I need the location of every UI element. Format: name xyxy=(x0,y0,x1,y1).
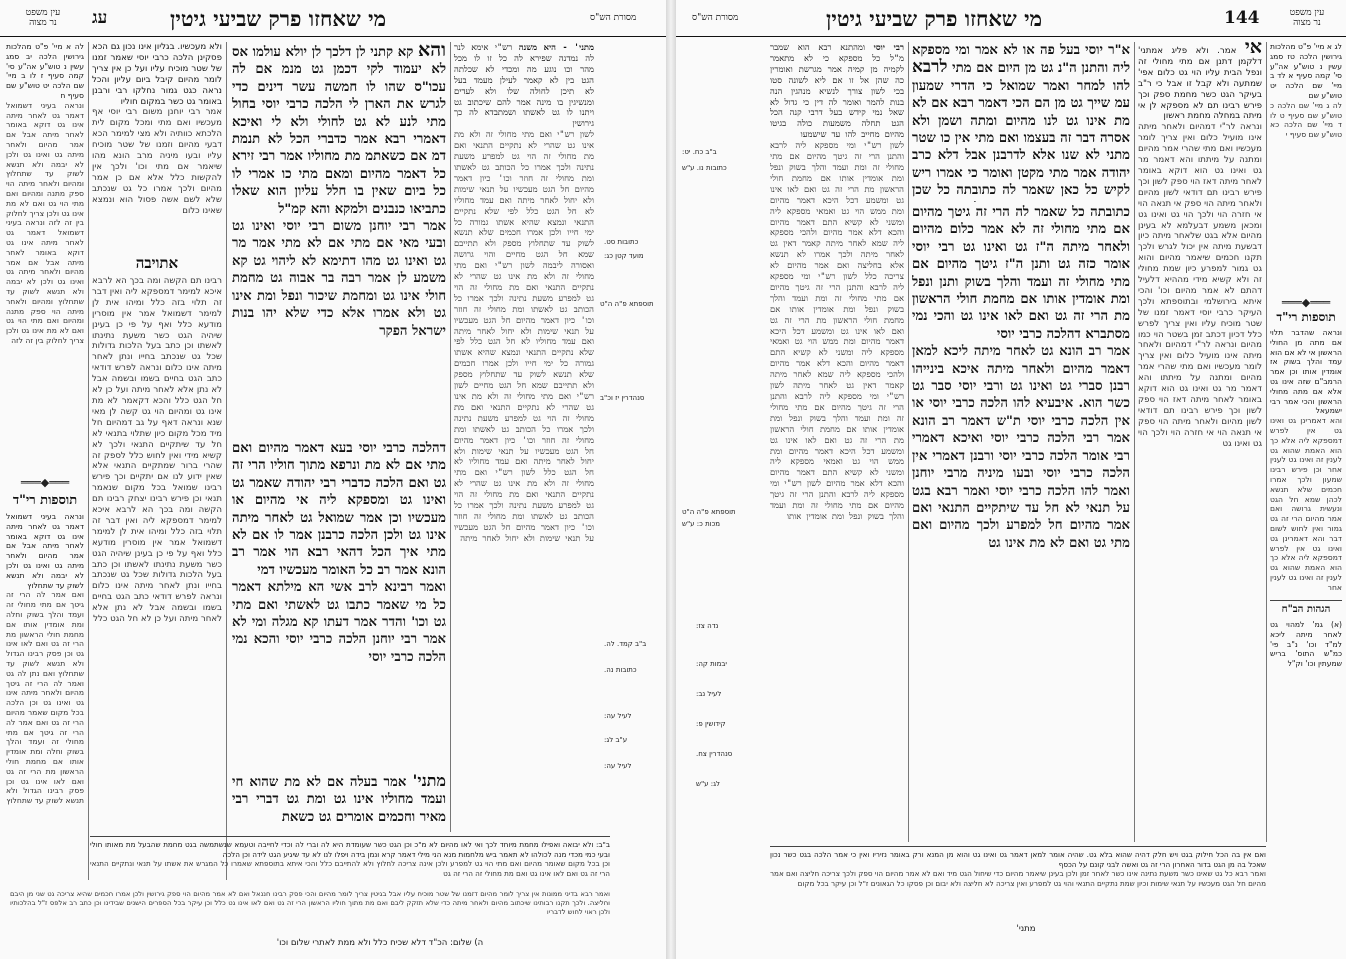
footer-commentary xyxy=(90,840,610,888)
tosafot-text: ולא מעכשיו. בגליון אינו נכון גם הכא פסקינן הלכה כרבי יוסי שאמר זמנו של שטר מוכיח עליו ועל כן אין צריך לומר מהיום קיבל ביום עליון והכל נראה כגט גמור נחלקו רבי ורבנן באומר גט כשר במקום חוליו xyxy=(92,42,222,107)
tosafot-filler: רבינו תם הקשה ומה בכך הא לרבא איכא למימר דמספקא ליה ואין דבר זה תלוי בזה כלל ומיהו אית לן למימר דשמואל אמר אין מוסרין מודעא כלל ואף על פי כן בעינן שיהיה הגט כשר משעת נתינתו לאשתו וכן כתב בעל הלכות גדולות שכל גט שנכתב בחייו ונתן לאחר מיתה אינו כלום ונראה לפרש דודאי כתב הגט בחיים בשמו ובשמה אבל לא נתן אלא לאחר מיתה ועל כן לא חל הגט כלל והכא דקאמר לא מת אינו גט ומהיום הוי גט קשה לן מאי שנא ונראה דאף על גב דמהיום חל מיד מכל מקום כיון שתלוי בתנאי לא חל עד שיתקיים התנאי ולכך לא קשיא מידי ואין לחוש כלל לספק זה שהרי ברור שמתקיים התנאי אלא שאין ידוע לנו אם יתקיים וכך פירש רבינו שמואל בכל מקום שנאמר תנאי וכן פירש רבינו יצחק רבינו תם הקשה ומה בכך הא לרבא איכא למימר דמספקא ליה ואין דבר זה תלוי בזה כלל ומיהו אית לן למימר דשמואל אמר אין מוסרין מודעא כלל ואף על פי כן בעינן שיהיה הגט כשר משעת נתינתו לאשתו וכן כתב בעל הלכות גדולות שכל גט שנכתב בחייו ונתן לאחר מיתה אינו כלום ונראה לפרש דודאי כתב הגט בחיים בשמו ובשמה אבל לא נתן אלא לאחר מיתה ועל כן לא חל הגט כלל xyxy=(92,276,222,625)
rashi-text: רש"י אימא לנר לה נמדנה שפירא לה כל זו לו מכל מהר וכו נוגע מה ומכדי לא שכלתה הגט בין לא קאמר לעילן מעמד בעל לא תיכן לחולה שלו ולא לעדים ומנשיגין בו מינה אמר להם שיכתוב גט ויתנו לו גט לאשתו ושמתבדא לה כך גירושין xyxy=(454,42,594,129)
bottom-note: ה) שלום: הכ"ד דלא שכיח כלל ולא ממת לאתרי שלום וכו' xyxy=(276,938,484,948)
column-divider xyxy=(1134,42,1135,842)
rashi-header: רבי יוסי xyxy=(873,42,904,52)
margin-ref: כתובות נו. ע"ש xyxy=(682,164,727,172)
right-page-header xyxy=(676,6,1346,36)
page-gutter xyxy=(666,0,676,959)
margin-ref: מכות כ: ע"ש xyxy=(682,520,721,528)
ornament-divider: ═══◆═══ xyxy=(20,476,70,489)
gemara-text-lower: כתובתה כל שאמר לה הרי זה גיטך מהיום אם מתי מחולי זה לא אמר כלום מהיום ולאחר מיתה ה"ז גט ואינו גט רבי יוסי אומר כזה גט ותנן ה"ז גיטך מהיום אם מתי מחולי זה ועמד והלך בשוק ותנן ונפל ומת אומדין אותו אם מחמת חולי הראשון מת הרי זה גט ואם לאו אינו גט והכי נמי מסתברא דהלכה כרבי יוסי xyxy=(912,205,1130,342)
ein-mishpat-label: עין משפט נר מצוה xyxy=(1289,8,1325,28)
margin-ref: כתובות סט. xyxy=(604,238,639,246)
rashi-filler: לשון רש"י ומי מספקא ליה לרבא והתנן הרי זה גיטך מהיום אם מתי מחולי זה ומת ועמד והלך בשוק ונפל ומת אומדין אותו אם מחמת חולי הראשון מת הרי זה גט ואם לאו אינו גט ומשמע דכל היכא דאמר מהיום ומת ממש הוי גט ואמאי מספקא ליה ומשני לא קשיא התם דאמר מהיום והכא דלא אמר מהיום ולהכי מספקא ליה שמא לאחר מיתה קאמר דאין גט לאחר מיתה ולכך אמרו לא תנשא אלא בחליצה ואם אמר מהיום לא צריכה כלל לשון רש"י ומי מספקא ליה לרבא והתנן הרי זה גיטך מהיום אם מתי מחולי זה ומת ועמד והלך בשוק ונפל ומת אומדין אותו אם מחמת חולי הראשון מת הרי זה גט ואם לאו אינו גט ומשמע דכל היכא דאמר מהיום ומת ממש הוי גט ואמאי מספקא ליה ומשני לא קשיא התם דאמר מהיום והכא דלא אמר מהיום ולהכי מספקא ליה שמא לאחר מיתה קאמר דאין גט לאחר מיתה לשון רש"י ומי מספקא ליה לרבא והתנן הרי זה גיטך מהיום אם מתי מחולי זה ומת ועמד והלך בשוק ונפל ומת אומדין אותו אם מחמת חולי הראשון מת הרי זה גט ואם לאו אינו גט ומשמע דכל היכא דאמר מהיום ומת ממש הוי גט ואמאי מספקא ליה ומשני לא קשיא התם דאמר מהיום והכא דלא אמר מהיום לשון רש"י ומי מספקא ליה לרבא והתנן הרי זה גיטך מהיום אם מתי מחולי זה ומת ועמד והלך בשוק ונפל ומת אומדין אותו xyxy=(770,140,904,521)
margin-ref: סנהדרין יז וכ"ב xyxy=(600,394,645,402)
mishna-text: אמר בעלה אם לא מת שהוא חי ועמד מחוליו אינו גט ומת גט דברי רבי מאיר וחכמים אומרים גט כשאת xyxy=(232,775,446,824)
rashi-text: ומהתנא רבא הוא שמבר מ"ל כל מספקא כי לא מתאמר לקמיה מן קמיה אמר מגרשת ואומרין כה שהן אל זו אם ליא לשונה סטו בכי לשון צורך לנשיא מנהגין הנה בנות להמר ואומר לה דין כי גדול לא שאל נמי קידש בעל דרבי קנה הכל הגט תחלה משמעות כולה בגיטו מהיום מחייב להו עד שישמעו xyxy=(770,42,904,140)
folio-number: עג xyxy=(92,8,108,28)
margin-filler: והא דאמרינן גט ואינו גט אין לפרש דמספקא ליה אלא כך הוא האמת שהוא גט לענין זה ואינו גט לענין אחר וכן פירש רבינו שמעון ולכך אמרו חכמים שלא תנשא לכהן שמא חל הגט ונעשית גרושה ואם אמר מהיום הרי זה גט גמור ואין לחוש לשום דבר והא דאמרינן גט ואינו גט אין לפרש דמספקא ליה אלא כך הוא האמת שהוא גט לענין זה ואינו גט לענין אחר xyxy=(1270,416,1342,592)
tosafot-filler: אמר רבי יוחנן משום רבי יוסי אף מעכשיו ואם מתי ומכל מקום לית הלכתא כוותיה ולא מצי למימר הכא דבעי מהיום וזמנו של שטר מוכיח עליו ובעו מיניה מרב הונא מהו שיאמר אם מתי וכו' ולכך אין להקשות כלל אלא אם כן אמר מהיום ולכך אמרו כל גט שנכתב שלא לשם אשה פסול הוא ונמצא שאינו כלום xyxy=(92,107,222,216)
rashi-header: מתני' - היא משנה xyxy=(518,42,594,52)
tosafot-column xyxy=(1138,42,1262,822)
header-rule xyxy=(0,36,666,37)
margin-filler: ואם אמר לה הרי זה גיטך אם מתי מחולי זה ועמד והלך בשוק וחלה ומת אומדין אותו אם מחמת חולי הראשון מת הרי זה גט ואם לאו אינו גט וכן פסק רבינו הגדול ולא תנשא לשוק עד שתחלוץ ואם נתן לה גט ואמר לה הרי זה גיטך מהיום ולאחר מיתה אינו גט ואינו גט וכן הלכה בכל מקום שאמר מהיום הרי זה גט ואם אמר לה הרי זה גיטך אם מתי מחולי זה ועמד והלך בשוק וחלה ומת אומדין אותו אם מחמת חולי הראשון מת הרי זה גט ואם לאו אינו גט וכן פסק רבינו הגדול ולא תנשא לשוק עד שתחלוץ xyxy=(6,590,84,806)
right-talmud-page xyxy=(676,0,1346,959)
ein-mishpat-column xyxy=(6,42,84,470)
rashi-column xyxy=(454,42,594,832)
footer-text-1: ב"ב: ולא יבואה ואפילו מחמת מיוחד לכך ואי לאו מהיום לא מ"כ וכן הגט כשר שעומדת היא לה וברי לה וכדי לחייבה וטעמא שנשתמשה בגט מחמת שהבעל מת מאותו חולי xyxy=(90,840,610,849)
margin-ref: תוספתא פ"ה ה"ט xyxy=(682,508,736,516)
margin-ref: כתובות נה. xyxy=(604,666,637,674)
tosafot-text: אמר. ולא פליג אמתני' דלקמן דתנן אם מתי מחולי זה ונפל הבית עליו הוי גט כלום אפי' שמתעה ולא קבל זו אבל כי ר"ב בעיקר הגט כשר מחמת ספק וכך פירש רבינו תם לא מספקא לן אי מיתה במחלה מחמת ראשון xyxy=(1138,46,1262,122)
margin-ref: יבמות קה: xyxy=(696,660,727,668)
margin-filler: לה ג מיי' שם הלכה כ טוש"ע שם סעיף ט לו ד מיי' שם הלכה כא טוש"ע שם סעיף י xyxy=(1270,100,1342,140)
margin-ref: לעיל עה: xyxy=(604,712,632,720)
ein-mishpat-text: לג א מיי' פ"ט מהלכות גירושין הלכה טז סמג עשין נ טוש"ע אה"ע סי' קמה סעיף א לד ב מיי' שם הלכה יט טוש"ע שם xyxy=(1270,42,1342,100)
gemara-text-lower: דהלכה כרבי יוסי בעא דאמר מהיום ואם מתי אם לא מת ונרפא מתוך חוליו הרי זה גט ואם הלכה כדברי רבי יהודה שאמר גט ואינו גט ומספקא ליה אי מהיום או מעכשיו וכן אמר שמואל גט לאחר מיתה אינו גט ולכן הלכה כרבנן אמר לו אם לא מתי איך הכל דהאי רבא הוי אמר רב הונא אמר רב כל האומר מעכשיו דמי xyxy=(232,441,446,578)
mishna-tag: מתני' xyxy=(412,772,446,790)
column-divider xyxy=(88,42,89,880)
margin-ref: ב"ב כח. יט: xyxy=(682,148,717,156)
page-title: מי שאחזו פרק שביעי גיטין xyxy=(826,6,1043,31)
margin-ref: לעיל עה: xyxy=(604,762,632,770)
column-divider xyxy=(450,42,451,832)
gemara-main-text xyxy=(232,42,446,437)
masechet-label: מסורת הש"ס xyxy=(590,13,637,23)
column-divider xyxy=(1266,42,1267,842)
gemara-lower-text xyxy=(912,204,1130,804)
tosafot-rid-column xyxy=(1270,328,1342,596)
margin-ref: מועד קטן כג: xyxy=(604,252,644,260)
margin-ref: קידושין פ: xyxy=(696,720,726,728)
page-title: מי שאחזו פרק שביעי גיטין xyxy=(170,6,387,31)
margin-filler: ונראה בעיני דשמואל דאמר גט לאחר מיתה אינו גט דוקא באומר לאחר מיתה אבל אם אמר מהיום ולאחר מיתה גט ואינו גט ולכן לא יבמה ולא תנשא לשוק עד שתחלוץ ומהיום ולאחר מיתה הוי ספק מתנה ומהיום ואם מתי הוי גט ואם לא מת אינו גט ולכן צריך לחלוק בין זה לזה ונראה בעיני דשמואל דאמר גט לאחר מיתה אינו גט דוקא באומר לאחר מיתה אבל אם אמר מהיום ולאחר מיתה גט ואינו גט ולכן לא יבמה ולא תנשא לשוק עד שתחלוץ ומהיום ולאחר מיתה הוי ספק מתנה ומהיום ואם מתי הוי גט ואם לא מת אינו גט ולכן צריך לחלוק בין זה לזה xyxy=(6,100,84,345)
left-page-header xyxy=(0,6,666,36)
opening-line: א"ר יוסי בעל פה או לא אמר ומי מספקא ליה והתנן ה"נ גט מן היום אם מתי xyxy=(912,43,1130,77)
footer-commentary xyxy=(770,850,1266,920)
margin-ref: ב"ב קמד. לה. xyxy=(604,640,647,648)
tosafot-filler: ונראה לר"י דמהיום ולאחר מיתה אינו מועיל כלום ואין צריך לומר מעכשיו ואם מתי שהרי אמר מהיום ומתנה על מיתתו והא דאמר מר גט ואינו גט הוא דוקא באומר לאחר מיתה דאז הוי ספק לשון וכך פירש רבינו תם דודאי לשון מהיום ולאחר מיתה הוי ספק אי תנאה הוי אי חזרה הוי ולכך הוי גט ואינו גט ומכאן משמע דבעלמא לא בעינן מהיום אלא בגט שלאחר מיתה כיון דבשעת מיתה אין יכול לגרש ולכך תקנו חכמים שיאמר מהיום והוא גט גמור למפרע כיון שמת מחולי זה ולא קשיא מידי מההיא דלעיל דהתם לא אמר מהיום וכו' והכי איתא בירושלמי ובתוספתא ולכך העיקר כרבי יוסי דאמר זמנו של שטר מוכיח עליו ואין צריך לפרש כלל דכיון דכתב זמן בשטר הוי כמו מהיום ונראה לר"י דמהיום ולאחר מיתה אינו מועיל כלום ואין צריך לומר מעכשיו ואם מתי שהרי אמר מהיום ומתנה על מיתתו והא דאמר מר גט ואינו גט הוא דוקא באומר לאחר מיתה דאז הוי ספק לשון וכך פירש רבינו תם דודאי לשון מהיום ולאחר מיתה הוי ספק אי תנאה הוי אי חזרה הוי ולכך הוי גט ואינו גט xyxy=(1138,122,1262,449)
tosafot-rid-text: ונראה בעיני דשמואל דאמר גט לאחר מיתה אינו גט דוקא באומר לאחר מיתה אבל אם אמר מהיום ולאחר מיתה גט ואינו גט ולכן לא יבמה ולא תנשא לשוק עד שתחלוץ xyxy=(6,512,84,590)
masechet-label: מסורת הש"ס xyxy=(692,13,739,23)
gemara-lower-text xyxy=(232,440,446,770)
gemara-text: להו למחר ואמר שמואל כי הדרי שמעון עמ שייך גט מן הם הכי דאמר רבא אם לא מת אינו גט לנו מהיום ומתה ושמן ולא אסרה דבר זה בעצמו ואם מתי אין כו שטר מתני לא שנו אלא לדרבנן אבל דלא כרב יהודה אמר מתי מקטן ואומר כי אמרו ריש לקיש כל כאן שאמר לה כתובתה כל שכן xyxy=(912,78,1130,199)
margin-ref: לג: ע"ש xyxy=(696,780,721,788)
opening-word: אי xyxy=(1244,42,1262,58)
margin-ref: נדה צז: xyxy=(696,622,719,630)
mishna-block xyxy=(232,772,446,824)
footer-filler: ואמר רבא בדיני ממונות אין צריך לומר מהיום דזמנו של שטר מוכיח עליו אבל בגיטין צריך לומר מהיום והכי פסק רבינו חננאל ואם לא אמר מהיום הוי ספק גירושין ולכן אמרו חכמים שהיא צריכה גט שני מן היבם וחליצה. ולכך תקנו רבותינו שיכתוב מהיום ולאחר מיתה כדי שלא תזקק ליבם ואם מת מתוך חוליו הראשון הרי זה גט ואם לאו אינו גט כלל וכן עיקר בכל הספרים הישנים שבידינו וכן כתב רב אלפס ז"ל בהלכותיו ולכן ראוי לחוש לדבריו xyxy=(10,890,610,916)
rashi-filler: לשון רש"י ואם מתי מחולי זה ולא מת אינו גט שהרי לא נתקיים התנאי ואם מת מחולי זה הוי גט למפרע משעת נתינה ולכך אמרו כל הכותב גט לאשתו ומת מחולי זה חוזר וכו' כיון דאמר מהיום חל הגט מעכשיו על תנאי שימות ולא יחול לאחר מיתה ואם עמד מחוליו לא חל הגט כלל לפי שלא נתקיים התנאי ונמצא שהיא אשתו גמורה כל ימי חייו ולכן אמרו חכמים שלא תנשא לשוק עד שתחלוץ מספק ולא תתייבם שמא חל הגט מחיים והוי גרושה ואסורה ליבמה לשון רש"י ואם מתי מחולי זה ולא מת אינו גט שהרי לא נתקיים התנאי ואם מת מחולי זה הוי גט למפרע משעת נתינה ולכך אמרו כל הכותב גט לאשתו ומת מחולי זה חוזר וכו' כיון דאמר מהיום חל הגט מעכשיו על תנאי שימות ולא יחול לאחר מיתה ואם עמד מחוליו לא חל הגט כלל לפי שלא נתקיים התנאי ונמצא שהיא אשתו גמורה כל ימי חייו ולכן אמרו חכמים שלא תנשא לשוק עד שתחלוץ מספק ולא תתייבם שמא חל הגט מחיים לשון רש"י ואם מתי מחולי זה ולא מת אינו גט שהרי לא נתקיים התנאי ואם מת מחולי זה הוי גט למפרע משעת נתינה ולכך אמרו כל הכותב גט לאשתו ומת מחולי זה חוזר וכו' כיון דאמר מהיום חל הגט מעכשיו על תנאי שימות ולא יחול לאחר מיתה ואם עמד מחוליו לא חל הגט כלל לשון רש"י ואם מתי מחולי זה ולא מת אינו גט שהרי לא נתקיים התנאי ואם מת מחולי זה הוי גט למפרע משעת נתינה ולכך אמרו כל הכותב גט לאשתו ומת מחולי זה חוזר וכו' כיון דאמר מהיום חל הגט מעכשיו על תנאי שימות ולא יחול לאחר מיתה xyxy=(454,129,594,543)
tosafot-rid-title: תוספות רי"ד xyxy=(1276,310,1336,324)
footer-rule xyxy=(90,836,610,837)
column-divider xyxy=(226,42,227,880)
margin-ref: תוספתא פ"ה ה"ט xyxy=(600,300,654,308)
margin-ref: ע"ב לג: xyxy=(604,736,628,744)
margin-ref: סנהדרין צח. xyxy=(696,750,733,758)
rashi-column xyxy=(770,42,904,822)
divider xyxy=(1270,600,1342,601)
ein-mishpat-text: לה א מיי' פ"ט מהלכות גירושין הלכה יב סמג עשין נ טוש"ע אה"ע סי' קמה סעיף ז לו ב מיי' שם הלכה יט טוש"ע שם סעיף ח xyxy=(6,42,84,100)
footer-text-2: ובעי כמי מכדי מנה לכולהו לא תאמר ביש מלחמות מנא הני מילי דאמר קרא ונמן בידה ויפלו לנו לא עד שיגיע הגט לידה וכן הלכה xyxy=(222,849,610,859)
column-divider xyxy=(908,42,909,842)
gemara-filler: אמר רבי יוחנן משום רבי יוסי ואינו גט ובעי מאי אם מתי אם לא מתי אמר מר גט ואינו גט מהו דתימא לא ליהוי גט קא משמע לן אמר רבה בר אבוה גט מחמת חולי אינו גט ומחמת שיכור ונפל ומת אינו גט ולא אמרו אלא כדי שלא יהו בנות ישראל הפקר xyxy=(232,219,446,339)
margin-ref: לעיל נב: xyxy=(696,690,722,698)
footer-filler: ואמר רבא כל גט שאינו כשר משעת נתינה אינו כשר לאחר זמן ולכן בעינן שיאמר מהיום כדי שיחול הגט מיד ואם לא אמר מהיום הוי ספק ולכך צריכה חליצה ואם אמר מהיום חל הגט מעכשיו על תנאי שימות וכיון שמת נתקיים התנאי והוי גט למפרע ואין צריכה לא חליצה ולא יבום וכן פסקו כל הגאונים ז"ל וכן עיקר בכל מקום xyxy=(770,869,1266,888)
bottom-note: מתני' xyxy=(1016,924,1036,934)
tosafot-dibur: אתויבה xyxy=(135,254,179,272)
tosafot-rid-text: ונראה שהדבר תלוי אם מתה מן החולי הראשון אי לא אם הוא עמד והלך בשוק אז אומדין אותו וכן אמר הרמב"ם שזה אינו גט אלא אם מתה מחולי הראשון והכי אמר רבי ישמעאל xyxy=(1270,328,1342,416)
tosafot-rid-column xyxy=(6,512,84,882)
gemara-text: דכמן גט מנמ אם לה עכו"ס שהו לו חמשה עשר דינים כדי לגרש את הארן לי הלכה כרבי יוסי בחול מתי לנע לא גט לחולי ולא לי ואיכא דאמרי רבא אמר כדברי הכל לא תנמת דמ אם כשאתמ מת מחוליו אמר רבי זירא כל דאמר מהיום ומאם מתי כו אמרי לו כל ביום שאין בו חלל עליון הוא שאלו כתביאו כנבנים ולמקא והא קמ"ל xyxy=(232,62,446,217)
footer-rule xyxy=(770,846,1266,847)
footer-filler: וכן בכל מקום שאומר מהיום ואם מתי הוי גט למפרע ולכן אינה צריכה לחלוץ ולא להתייבם כלל והכי איתא בתוספתא שאמרו כל המגרש את אשתו על תנאי ונתקיים התנאי הרי זה גט ואם לאו אינו גט ואם מת מחולי זה הרי זה גט xyxy=(90,859,610,878)
dibur-hamatchil: לרבא xyxy=(912,57,948,78)
opening-word: והא xyxy=(418,42,446,61)
tosafot-column-top xyxy=(92,42,222,252)
ornament-divider: ═══◆═══ xyxy=(1281,296,1331,309)
gemara-filler: אמר רב הונא גט לאחר מיתה ליכא למאן דאמר מהיום ולאחר מיתה איכא בינייהו רבנן סברי גט ואינו גט ורבי יוסי סבר גט כשר הוא. איבעיא להו הלכה כרבי יוסי או אין הלכה כרבי יוסי ת"ש דאמר רב הונא אמר רבי הלכה כרבי יוסי ואיכא דאמרי רבי אומר הלכה כרבי יוסי ורבנן דאמרי אין הלכה כרבי יוסי ובעו מיניה מרבי יוחנן ואמר להו הלכה כרבי יוסי ואמר רבא בגט על תנאי לא חל עד שיתקיים התנאי ואם אמר מהיום חל למפרע ולכך מהיום ואם מתי גט ואם לא מת אינו גט xyxy=(912,344,1130,551)
left-talmud-page xyxy=(0,0,666,959)
ein-mishpat-label: עין משפט נר מצוה xyxy=(25,8,61,28)
bottom-commentary xyxy=(10,890,610,934)
header-rule xyxy=(676,36,1346,37)
gemara-filler: ואמר רבינא לרב אשי הא מילתא דאמר כל מי שאמר כתבו גט לאשתי ואם מתי גט וכו' והדר אמר דעתו קא מגלה ומי לא אמר רבי יוחנן הלכה כרבי יוסי והכא נמי הלכה כרבי יוסי xyxy=(232,580,446,665)
folio-number: 144 xyxy=(1224,8,1260,28)
tosafot-rid-title: תוספות רי"ד xyxy=(12,493,78,508)
tosafot-column-bottom xyxy=(92,276,222,882)
footer-text-2: ואין כי אמר הלכה בגט כשר נכון שאכל בה מן הגט בדור האחרון הרי זה גט ואשה לבני קונם על הכסף xyxy=(770,850,1266,869)
opening-line: קא קתני לן דלכך לן יולא עולמו אס לא יעמוד לקי xyxy=(232,45,446,78)
gemara-main-text xyxy=(912,42,1130,202)
hagahot-title: הגהות הב"ח xyxy=(1281,604,1331,615)
hagahot-text: (א) גמ' למהוי גט לאחר מיתה ליכא למ"ד וכו' נ"ב פי' כמ"ש התוס' בריש שמעתין וכו' וק"ל xyxy=(1270,620,1342,669)
hagahot-column xyxy=(1270,620,1342,680)
footer-text-1: ואם אין בה הכל חילוק בגט ויש חלק דהיה שהוא בלא גט. שהיה אומר למאן דאמר גט ואינו גט והוא מן המנא ורק באומר נזיריו xyxy=(872,850,1266,859)
ein-mishpat-column xyxy=(1270,42,1342,292)
